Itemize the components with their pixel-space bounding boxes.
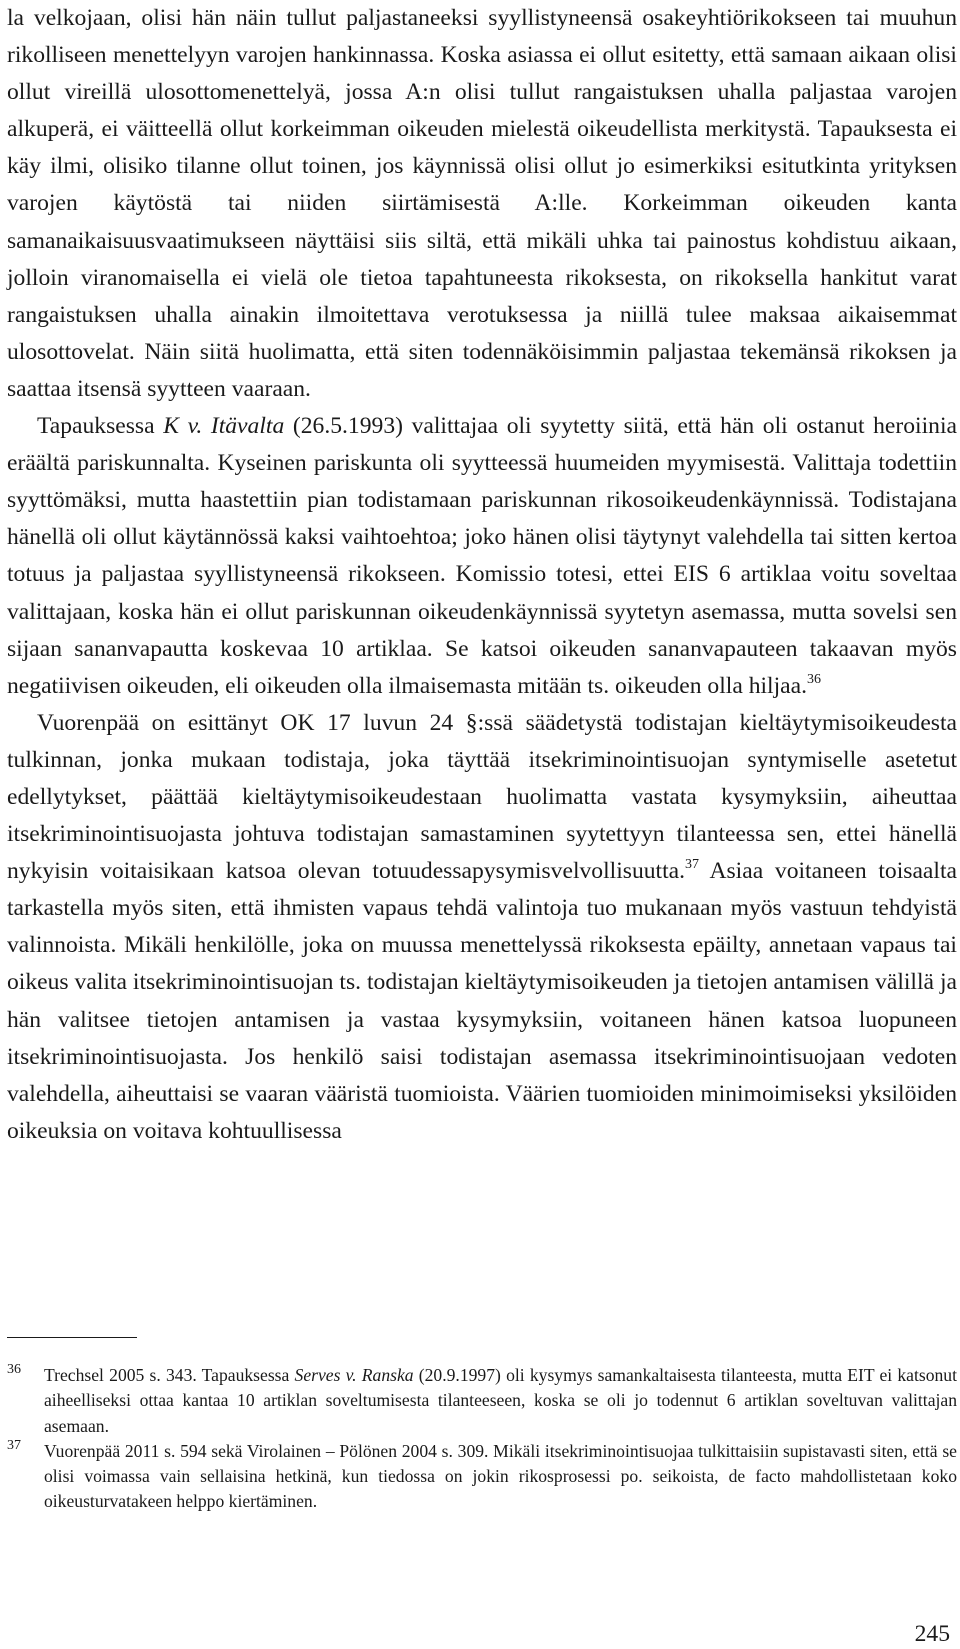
paragraph-2-text-a: Tapauksessa [37,413,164,440]
footnote-36 [7,1363,957,1439]
paragraph-3-text-a: Vuorenpää on esittänyt OK 17 luvun 24 §:ssä säädetystä todistajan kieltäytymisoikeudesta tulkinnan, jonka mukaan todistaja, joka täyttää itsekriminointisuojan syntymiselle asetetut edellytykset, päättää kieltäytymisoikeudestaan huolimatta vastata kysymyksiin, aiheuttaa itsekriminointisuojasta johtuva todistajan samastaminen syytettyyn tilanteessa sen, ettei hänellä nykyisin voitaisikaan katsoa olevan totuudessapysymisvelvollisuutta. [7,709,957,885]
footnote-ref-36[interactable]: 36 [807,671,821,687]
paragraph-1 [7,0,957,408]
footnote-number: 37 [7,1437,21,1453]
body-text [7,0,957,1150]
case-name-serves-v-ranska: Serves v. Ranska [294,1365,414,1385]
footnote-36-text-a: Trechsel 2005 s. 343. Tapauksessa [44,1365,295,1385]
footnote-text [44,1363,957,1439]
page-number: 245 [914,1621,950,1647]
paragraph-1-text: la velkojaan, olisi hän näin tullut paljastaneeksi syyllistyneensä osakeyhtiörikokseen tai muuhun rikolliseen menettelyyn varojen hankinnassa. Koska asiassa ei ollut esitetty, että samaan aikaan olisi ollut vireillä ulosottomenettelyä, jossa A:n olisi tullut rangaistuksen uhalla paljastaa varojen alkuperä, ei väitteellä ollut korkeimman oikeuden mielestä oikeudellista merkitystä. Tapauksesta ei käy ilmi, olisiko tilanne ollut toinen, jos käynnissä olisi ollut jo esimerkiksi esitutkinta yrityksen varojen käytöstä tai niiden siirtämisestä A:lle. Korkeimman oikeuden kanta samanaikaisuusvaatimukseen näyttäisi siis siltä, että mikäli uhka tai painostus kohdistuu aikaan, jolloin viranomaisella ei vielä ole tietoa tapahtuneesta rikoksesta, on rikoksella hankitut varat rangaistuksen uhalla ainakin ilmoitettava verotuksessa ja niillä tulee maksaa aikaisemmat ulosottovelat. Näin siitä huolimatta, että siten todennäköisimmin paljastaa tekemänsä rikoksen ja saattaa itsensä syytteen vaaraan. [7,5,957,402]
paragraph-3 [7,705,957,1150]
paragraph-2 [7,408,957,705]
footnote-divider [7,1337,137,1338]
footnote-36-text-b: (20.9.1997) oli kysymys samankaltaisesta tilanteesta, mutta EIT ei katsonut aiheelliseksi ottaa kantaa 10 artiklan soveltumisesta tilanteeseen, koska se oli jo todennut 6 artiklan soveltuvan valittajan asemaan. [44,1365,957,1436]
footnote-37 [7,1439,957,1515]
footnote-ref-37[interactable]: 37 [685,857,700,873]
footnote-text: Vuorenpää 2011 s. 594 sekä Virolainen – Pölönen 2004 s. 309. Mikäli itsekriminointisuojaa tulkittaisiin supistavasti siten, että se olisi voimassa vain sellaisina hetkinä, kun tiedossa on jokin rikosprosessi po. seikoista, de facto mahdollistetaan koko oikeusturvatakeen helppo kiertäminen. [44,1440,957,1512]
footnotes [7,1363,957,1515]
case-name-k-v-itavalta: K v. Itävalta [163,413,285,440]
footnote-number: 36 [7,1362,21,1377]
paragraph-2-text-b: (26.5.1993) valittajaa oli syytetty siitä, että hän oli ostanut heroiinia eräältä pariskunnalta. Kyseinen pariskunta oli syytteessä huumeiden myymisestä. Valittaja todettiin syyttömäksi, mutta haastettiin pian todistamaan pariskunnan rikosoikeudenkäynnissä. Todistajana hänellä oli ollut käytännössä kaksi vaihtoehtoa; joko hänen olisi täytynyt valehdella tai sitten kertoa totuus ja paljastaa syyllistyneensä rikokseen. Komissio totesi, ettei EIS 6 artiklaa voitu soveltaa valittajaan, koska hän ei ollut pariskunnan oikeudenkäynnissä syytetyn asemassa, mutta sovelsi sen sijaan sananvapautta koskevaa 10 artiklaa. Se katsoi oikeuden sananvapauteen takaavan myös negatiivisen oikeuden, eli oikeuden olla ilmaisemasta mitään ts. oikeuden olla hiljaa. [7,413,957,699]
paragraph-3-text-b: Asiaa voitaneen toisaalta tarkastella myös siten, että ihmisten vapaus tehdä valintoja tuo mukanaan myös vastuun tehdyistä valinnoista. Mikäli henkilölle, joka on muussa menettelyssä rikoksesta epäilty, annetaan vapaus tai oikeus valita itsekriminointisuojan ts. todistajan kieltäytymisoikeuden ja tietojen antamisen välillä ja hän valitsee tietojen antamisen ja vastaa kysymyksiin, voitaneen hänen katsoa luopuneen itsekriminointisuojasta. Jos henkilö saisi todistajan asemassa itsekriminointisuojaan vedoten valehdella, aiheuttaisi se vaaran vääristä tuomioista. Väärien tuomioiden minimoimiseksi yksilöiden oikeuksia on voitava kohtuullisessa [7,858,957,1144]
